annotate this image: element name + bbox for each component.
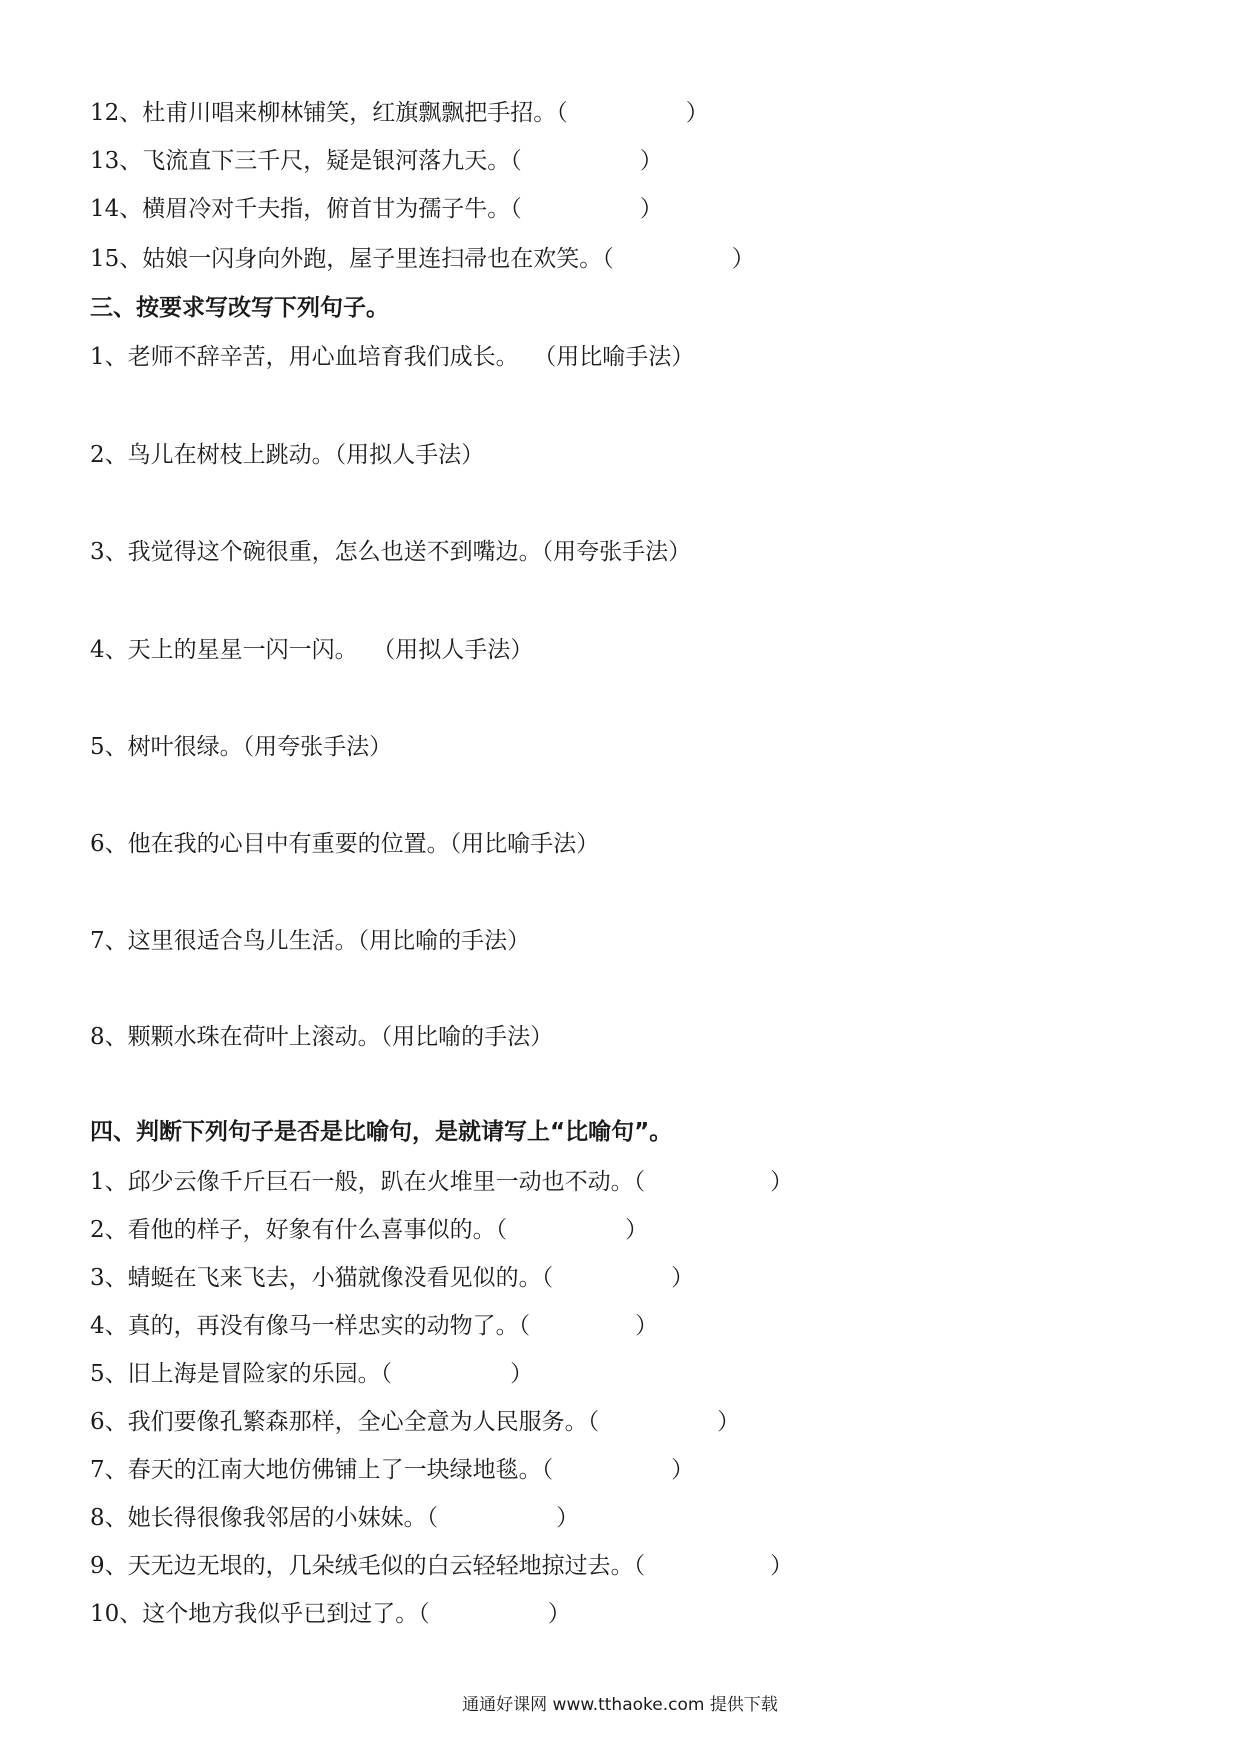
question-line — [90, 146, 663, 176]
close-paren: ） — [635, 1313, 659, 1339]
question-text: 6、我们要像孔繁森那样，全心全意为人民服务。（ — [90, 1409, 600, 1435]
close-paren: ） — [510, 1361, 534, 1387]
question-text: 4、真的，再没有像马一样忠实的动物了。（ — [90, 1313, 531, 1339]
question-line — [90, 1359, 533, 1389]
question-line — [90, 1263, 694, 1293]
question-text: 9、天无边无垠的，几朵绒毛似的白云轻轻地掠过去。（ — [90, 1553, 646, 1579]
close-paren: ） — [685, 100, 709, 126]
question-text: 10、这个地方我似乎已到过了。（ — [90, 1601, 430, 1627]
question-text: 13、飞流直下三千尺，疑是银河落九天。（ — [90, 148, 522, 174]
question-line — [90, 1407, 740, 1437]
rewrite-item: 5、树叶很绿。（用夸张手法） — [90, 734, 393, 760]
question-line — [90, 98, 709, 128]
question-text: 5、旧上海是冒险家的乐园。（ — [90, 1361, 393, 1387]
question-line — [90, 1599, 571, 1629]
rewrite-item: 6、他在我的心目中有重要的位置。（用比喻手法） — [90, 831, 600, 857]
question-text: 2、看他的样子，好象有什么喜事似的。（ — [90, 1217, 508, 1243]
question-text: 7、春天的江南大地仿佛铺上了一块绿地毯。（ — [90, 1457, 554, 1483]
question-line — [90, 1215, 648, 1245]
question-line — [90, 194, 663, 224]
question-line — [90, 1503, 579, 1533]
close-paren: ） — [671, 1457, 695, 1483]
question-line — [90, 1551, 793, 1581]
close-paren: ） — [556, 1505, 580, 1531]
close-paren: ） — [671, 1265, 695, 1291]
rewrite-item: 1、老师不辞辛苦，用心血培育我们成长。 （用比喻手法） — [90, 344, 695, 370]
question-text: 12、杜甫川唱来柳林铺笑，红旗飘飘把手招。（ — [90, 100, 568, 126]
section-heading: 三、按要求写改写下列句子。 — [90, 295, 389, 321]
rewrite-item: 7、这里很适合鸟儿生活。（用比喻的手法） — [90, 928, 531, 954]
question-line — [90, 1167, 793, 1197]
close-paren: ） — [731, 246, 755, 272]
question-text: 15、姑娘一闪身向外跑，屋子里连扫帚也在欢笑。（ — [90, 246, 614, 272]
question-text: 1、邱少云像千斤巨石一般，趴在火堆里一动也不动。（ — [90, 1169, 646, 1195]
close-paren: ） — [770, 1553, 794, 1579]
close-paren: ） — [639, 148, 663, 174]
rewrite-item: 8、颗颗水珠在荷叶上滚动。（用比喻的手法） — [90, 1024, 554, 1050]
close-paren: ） — [639, 196, 663, 222]
question-line — [90, 1311, 658, 1341]
rewrite-item: 4、天上的星星一闪一闪。 （用拟人手法） — [90, 637, 534, 663]
question-text: 14、横眉冷对千夫指，俯首甘为孺子牛。（ — [90, 196, 522, 222]
question-text: 8、她长得很像我邻居的小妹妹。（ — [90, 1505, 439, 1531]
section-heading: 四、判断下列句子是否是比喻句，是就请写上“比喻句”。 — [90, 1119, 673, 1145]
page-footer: 通通好课网 www.tthaoke.com 提供下载 — [462, 1695, 778, 1715]
close-paren: ） — [625, 1217, 649, 1243]
question-text: 3、蜻蜓在飞来飞去，小猫就像没看见似的。（ — [90, 1265, 554, 1291]
close-paren: ） — [770, 1169, 794, 1195]
rewrite-item: 2、鸟儿在树枝上跳动。（用拟人手法） — [90, 442, 485, 468]
close-paren: ） — [547, 1601, 571, 1627]
rewrite-item: 3、我觉得这个碗很重，怎么也送不到嘴边。（用夸张手法） — [90, 539, 692, 565]
question-line — [90, 244, 755, 274]
question-line — [90, 1455, 694, 1485]
close-paren: ） — [717, 1409, 741, 1435]
